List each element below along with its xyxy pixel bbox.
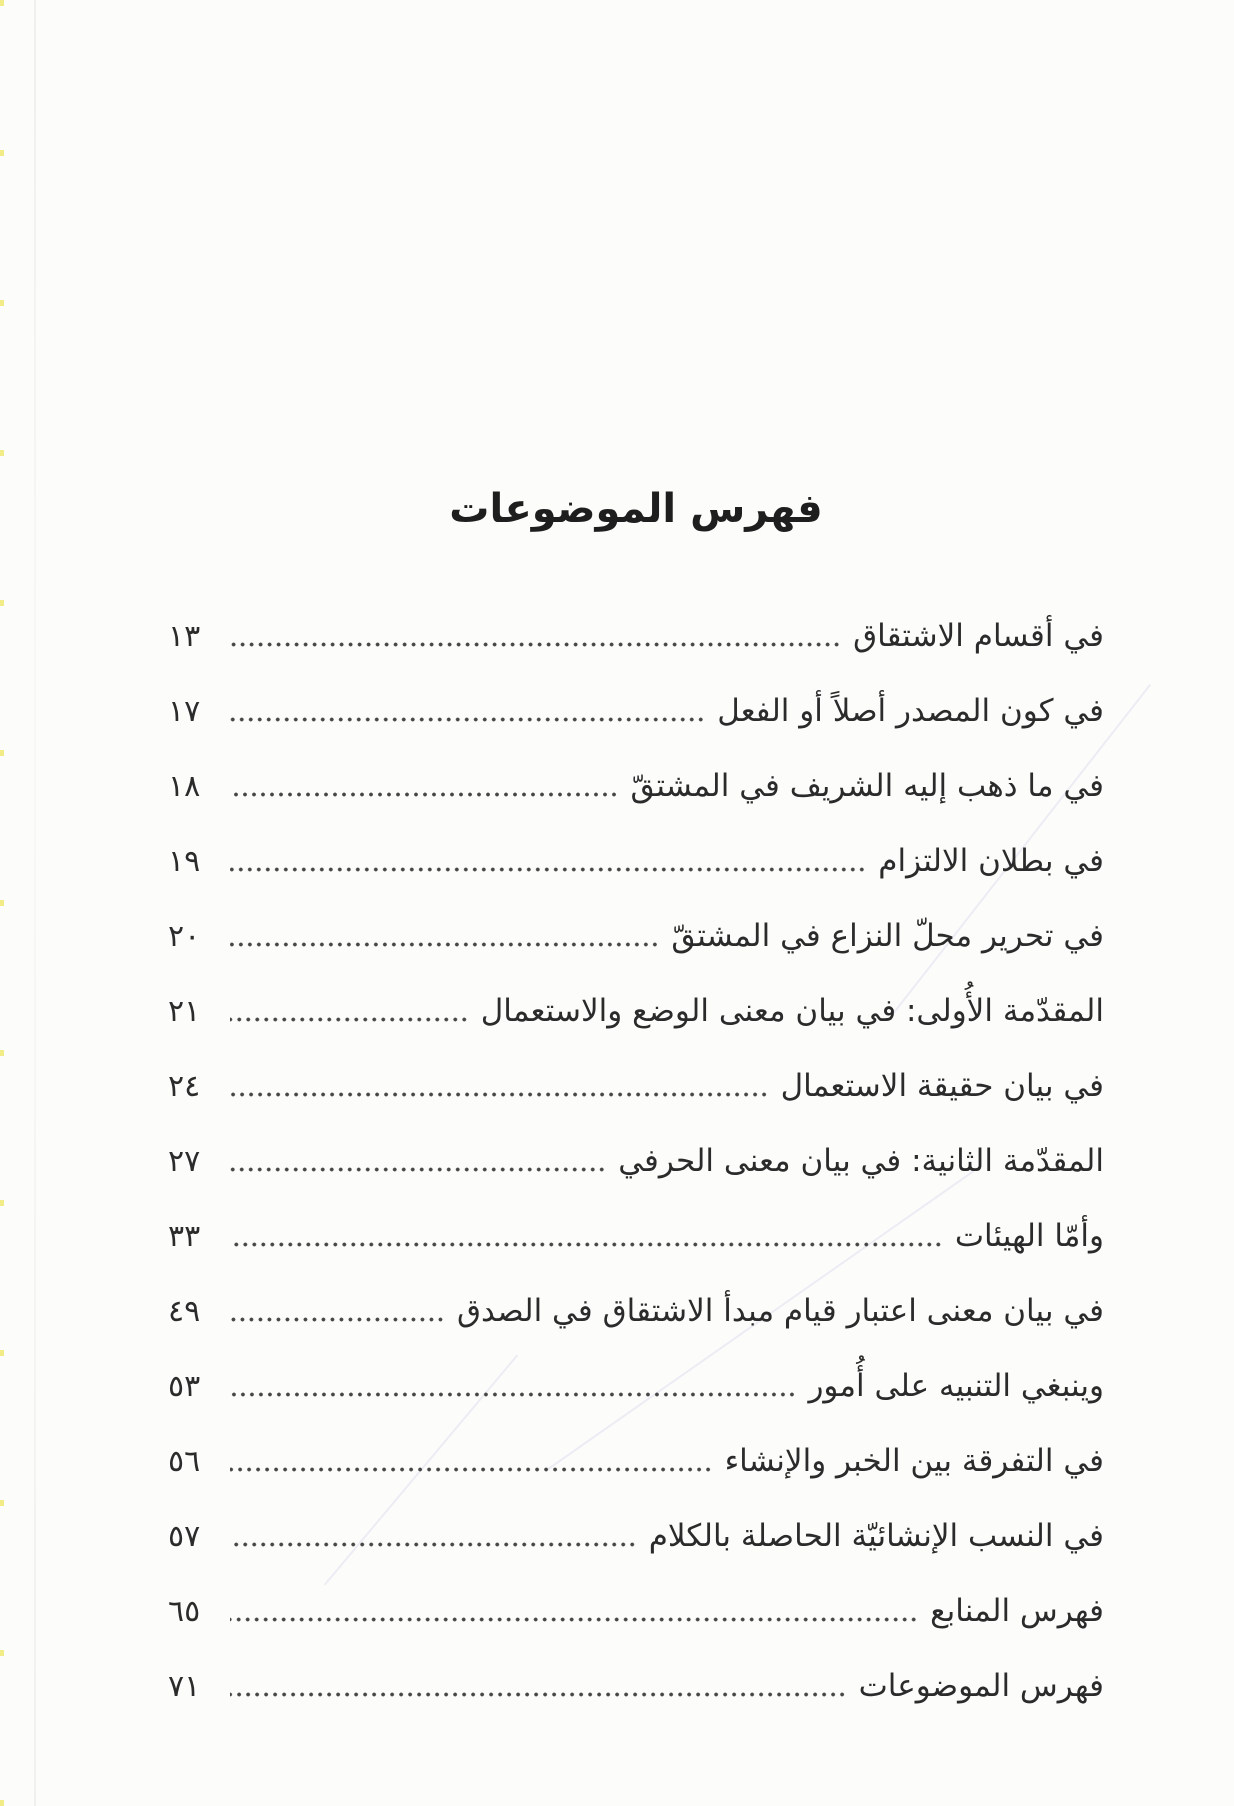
toc-entry-page-number: ٤٩ bbox=[168, 1294, 201, 1329]
dot-leader bbox=[230, 716, 705, 723]
toc-entry-page-number: ١٨ bbox=[168, 769, 201, 804]
dot-leader bbox=[230, 1541, 637, 1548]
toc-entry-title: فهرس الموضوعات bbox=[858, 1668, 1104, 1704]
dot-leader bbox=[230, 1691, 847, 1698]
toc-entry-title: وأمّا الهيئات bbox=[954, 1218, 1104, 1254]
toc-entry-page-number: ٢٠ bbox=[168, 919, 201, 954]
toc-entry bbox=[168, 1368, 1104, 1405]
toc-entry bbox=[168, 1518, 1104, 1555]
toc-entry-title: فهرس المنابع bbox=[930, 1593, 1104, 1629]
toc-entry-page-number: ٣٣ bbox=[168, 1219, 201, 1254]
toc-entry-page-number: ٦٥ bbox=[168, 1594, 201, 1629]
toc-entry-title: في كون المصدر أصلاً أو الفعل bbox=[717, 693, 1104, 729]
toc-entry-page-number: ٥٦ bbox=[168, 1444, 201, 1479]
toc-entry-page-number: ٥٣ bbox=[168, 1369, 201, 1404]
dot-leader bbox=[230, 866, 866, 873]
toc-entry bbox=[168, 693, 1104, 730]
toc-entry bbox=[168, 1143, 1104, 1180]
dot-leader bbox=[230, 1091, 769, 1098]
dot-leader bbox=[230, 1391, 796, 1398]
toc-entry-title: في بيان معنى اعتبار قيام مبدأ الاشتقاق في الصدق bbox=[456, 1293, 1104, 1329]
dot-leader bbox=[230, 791, 619, 798]
toc-entry-title: المقدّمة الثانية: في بيان معنى الحرفي bbox=[618, 1143, 1104, 1179]
toc-entry bbox=[168, 1443, 1104, 1480]
toc-entry-page-number: ٥٧ bbox=[168, 1519, 201, 1554]
toc-entry bbox=[168, 1593, 1104, 1630]
scan-edge-specks bbox=[0, 0, 4, 1806]
toc-entry-page-number: ٢٧ bbox=[168, 1144, 201, 1179]
toc-list bbox=[168, 618, 1104, 1705]
toc-entry-title: في أقسام الاشتقاق bbox=[853, 618, 1104, 654]
toc-entry-page-number: ٧١ bbox=[168, 1669, 201, 1704]
page-title: فهرس الموضوعات bbox=[449, 486, 823, 532]
dot-leader bbox=[230, 941, 659, 948]
toc-entry-page-number: ٢١ bbox=[168, 994, 201, 1029]
dot-leader bbox=[230, 1466, 713, 1473]
toc-content bbox=[168, 0, 1104, 1743]
toc-entry bbox=[168, 1218, 1104, 1255]
toc-entry bbox=[168, 1068, 1104, 1105]
toc-entry-title: وينبغي التنبيه على أُمور bbox=[808, 1368, 1104, 1404]
toc-entry-title: في بيان حقيقة الاستعمال bbox=[780, 1068, 1104, 1104]
toc-entry-title: في ما ذهب إليه الشريف في المشتقّ bbox=[630, 768, 1104, 804]
dot-leader bbox=[230, 1166, 606, 1173]
dot-leader bbox=[230, 1241, 943, 1248]
toc-entry-title: المقدّمة الأُولى: في بيان معنى الوضع والاستعمال bbox=[480, 993, 1104, 1029]
toc-entry bbox=[168, 993, 1104, 1030]
toc-entry-page-number: ٢٤ bbox=[168, 1069, 201, 1104]
toc-entry bbox=[168, 768, 1104, 805]
toc-entry-title: في تحرير محلّ النزاع في المشتقّ bbox=[671, 918, 1104, 954]
dot-leader bbox=[230, 1016, 469, 1023]
toc-entry-title: في النسب الإنشائيّة الحاصلة بالكلام bbox=[648, 1518, 1104, 1554]
dot-leader bbox=[230, 641, 841, 648]
toc-entry-page-number: ١٧ bbox=[168, 694, 201, 729]
toc-entry bbox=[168, 918, 1104, 955]
toc-entry bbox=[168, 1293, 1104, 1330]
page-curve-shadow bbox=[34, 0, 36, 1806]
toc-entry-page-number: ١٣ bbox=[168, 619, 201, 654]
toc-entry-page-number: ١٩ bbox=[168, 844, 201, 879]
toc-entry bbox=[168, 618, 1104, 655]
toc-entry-title: في التفرقة بين الخبر والإنشاء bbox=[724, 1443, 1104, 1479]
toc-entry bbox=[168, 843, 1104, 880]
toc-entry-title: في بطلان الالتزام bbox=[878, 843, 1104, 879]
toc-entry bbox=[168, 1668, 1104, 1705]
dot-leader bbox=[230, 1616, 918, 1623]
dot-leader bbox=[230, 1316, 445, 1323]
